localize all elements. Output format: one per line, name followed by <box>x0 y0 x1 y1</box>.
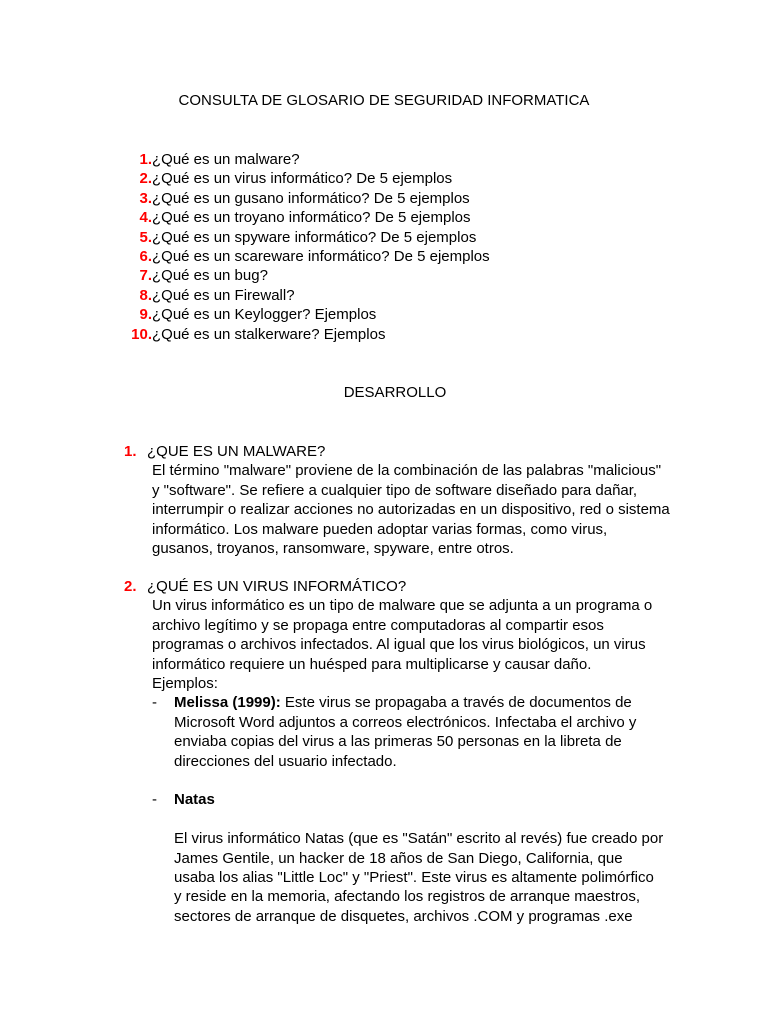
development-title: DESARROLLO <box>343 384 447 401</box>
section-heading: ¿QUE ES UN MALWARE? <box>147 443 326 460</box>
question-number: 3. <box>139 189 152 207</box>
question-item <box>128 286 490 305</box>
question-text: ¿Qué es un virus informático? De 5 ejemplos <box>152 170 453 188</box>
section-virus <box>124 577 684 926</box>
section-body: El término "malware" proviene de la combinación de las palabras "malicious" y "software". Se refiere a cualquier tipo de software diseñado para dañar, interrumpir o realizar acciones no autorizadas en un dispositivo, red o sistema informático. Los malware pueden adoptar varias formas, como virus, gusanos, troyanos, ransomware, spyware, entre otros. <box>152 462 670 558</box>
example-name: Natas <box>174 791 215 809</box>
question-number: 5. <box>139 228 152 246</box>
example-text <box>174 693 674 771</box>
question-item <box>128 169 490 188</box>
question-item <box>128 189 490 208</box>
section-malware <box>124 442 684 558</box>
bullet-dash: - <box>152 694 157 712</box>
question-text: ¿Qué es un malware? <box>152 151 300 168</box>
question-item <box>128 228 490 247</box>
question-number: 2. <box>139 170 152 188</box>
example-item <box>152 790 684 809</box>
question-text: ¿Qué es un troyano informático? De 5 ejemplos <box>152 209 471 227</box>
question-item <box>128 305 490 324</box>
question-item <box>128 247 490 266</box>
example-name: Melissa (1999): <box>174 694 281 712</box>
question-text: ¿Qué es un bug? <box>152 267 268 285</box>
question-text: ¿Qué es un spyware informático? De 5 ejemplos <box>152 228 477 246</box>
question-number: 8. <box>139 286 152 304</box>
question-text: ¿Qué es un gusano informático? De 5 ejemplos <box>152 189 470 207</box>
question-number: 4. <box>139 209 152 227</box>
section-heading-row <box>124 577 684 596</box>
question-item <box>128 208 490 227</box>
example-description: Este virus se propagaba a través de documentos de Microsoft Word adjuntos a correos electrónicos. Infectaba el archivo y enviaba copias del virus a las primeras 50 personas en la libreta de direcciones del usuario infectado. <box>174 694 637 770</box>
section-body: Un virus informático es un tipo de malware que se adjunta a un programa o archivo legítimo y se propaga entre computadoras al compartir esos programas o archivos infectados. Al igual que los virus biológicos, un virus informático requiere un huésped para multiplicarse y causar daño. <box>152 597 653 673</box>
bullet-dash: - <box>152 791 157 809</box>
question-list <box>128 150 490 344</box>
question-item <box>128 266 490 285</box>
question-number: 10. <box>131 325 152 343</box>
question-text: ¿Qué es un Keylogger? Ejemplos <box>152 306 377 324</box>
question-text: ¿Qué es un scareware informático? De 5 ejemplos <box>152 247 490 265</box>
example-item <box>152 693 684 771</box>
page-title: CONSULTA DE GLOSARIO DE SEGURIDAD INFORMATICA <box>178 92 590 109</box>
question-item <box>128 150 490 169</box>
examples-label: Ejemplos: <box>152 675 218 693</box>
section-number: 2. <box>124 578 137 595</box>
question-text: ¿Qué es un stalkerware? Ejemplos <box>152 325 386 343</box>
question-item <box>128 325 490 344</box>
section-number: 1. <box>124 443 137 460</box>
question-number: 6. <box>139 247 152 265</box>
question-number: 7. <box>139 267 152 285</box>
section-heading: ¿QUÉ ES UN VIRUS INFORMÁTICO? <box>147 578 407 595</box>
question-number: 1. <box>139 151 152 168</box>
section-heading-row <box>124 442 684 461</box>
example-description: El virus informático Natas (que es "Satán" escrito al revés) fue creado por James Gentile, un hacker de 18 años de San Diego, California, que usaba los alias "Little Loc" y "Priest". Este virus es altamente polimórfico y reside en la memoria, afectando los registros de arranque maestros, sectores de arranque de disquetes, archivos .COM y programas .exe <box>174 830 664 925</box>
question-text: ¿Qué es un Firewall? <box>152 286 295 304</box>
question-number: 9. <box>139 306 152 324</box>
